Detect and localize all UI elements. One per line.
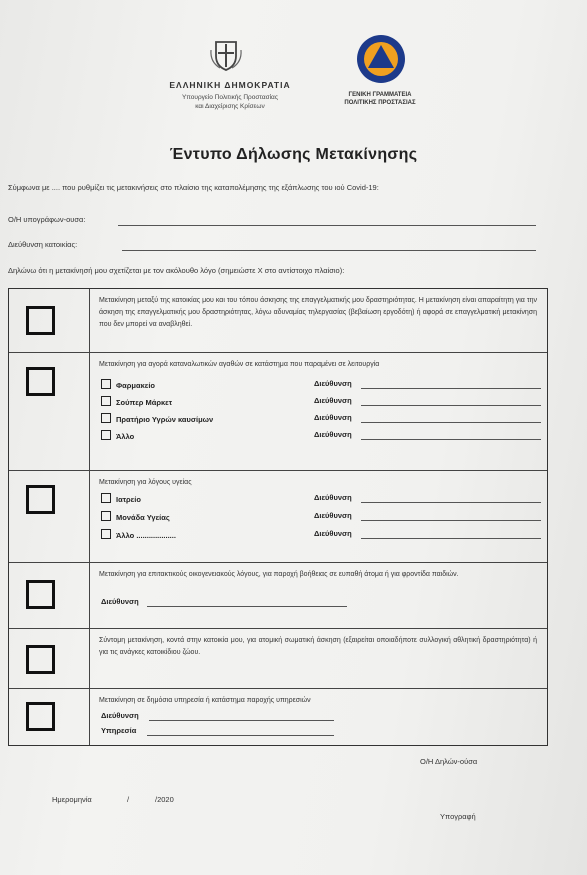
small-checkbox[interactable]	[101, 379, 111, 389]
ministry-header	[140, 80, 320, 111]
reason-row-public-service	[9, 689, 547, 745]
greek-emblem-icon	[208, 36, 244, 72]
civil-protection-logo-icon	[355, 33, 407, 85]
republic-title: ΕΛΛΗΝΙΚΗ ΔΗΜΟΚΡΑΤΙΑ	[169, 80, 291, 90]
address-label: Διεύθυνση	[314, 379, 352, 388]
small-checkbox[interactable]	[101, 413, 111, 423]
address-field[interactable]	[147, 606, 347, 607]
reason-row-work	[9, 289, 547, 353]
small-checkbox[interactable]	[101, 529, 111, 539]
reason-text: Σύντομη μετακίνηση, κοντά στην κατοικία μου, για ατομική σωματική άσκηση (εξαιρείται οποιαδήποτε συλλογική αθλητική δραστηριότητα) ή για τις ανάγκες κατοικίδιου ζώου.	[99, 637, 537, 656]
reason-row-family	[9, 563, 547, 629]
date-separator: /	[127, 795, 130, 804]
intro-text: Σύμφωνα με .... που ρυθμίζει τις μετακινήσεις στο πλαίσιο της καταπολέμησης της εξάπλωσης του ιού Covid-19:	[8, 183, 379, 192]
address-label: Διεύθυνση	[101, 711, 139, 720]
reasons-table	[8, 288, 548, 746]
signer-label: Ο/Η υπογράφων-ουσα:	[8, 215, 86, 224]
ministry-line-2: και Διαχείρισης Κρίσεων	[195, 103, 265, 111]
checkbox-health[interactable]	[26, 485, 55, 514]
service-label: Υπηρεσία	[101, 726, 137, 735]
signer-field[interactable]	[118, 225, 536, 226]
date-label: Ημερομηνία	[52, 795, 92, 804]
small-checkbox[interactable]	[101, 430, 111, 440]
address-field[interactable]	[361, 439, 541, 440]
reason-text: Μετακίνηση για λόγους υγείας	[99, 479, 192, 486]
checkbox-family[interactable]	[26, 580, 55, 609]
declaration-text: Δηλώνω ότι η μετακίνησή μου σχετίζεται με τον ακόλουθο λόγο (σημειώστε Χ στο αντίστοιχο πλαίσιο):	[8, 266, 345, 275]
address-label: Διεύθυνση	[314, 430, 352, 439]
address-field[interactable]	[122, 250, 536, 251]
address-field[interactable]	[361, 388, 541, 389]
address-label: Διεύθυνση	[101, 597, 139, 606]
ministry-line-1: Υπουργείο Πολιτικής Προστασίας	[182, 94, 278, 101]
sub-option-other[interactable]: Άλλο	[101, 430, 134, 441]
sub-option-pharmacy[interactable]: Φαρμακείο	[101, 379, 155, 390]
address-field[interactable]	[361, 520, 541, 521]
reason-row-shopping	[9, 353, 547, 471]
address-field[interactable]	[361, 538, 541, 539]
address-label: Διεύθυνση	[314, 396, 352, 405]
address-field[interactable]	[149, 720, 334, 721]
sub-option-doctor[interactable]: Ιατρείο	[101, 493, 141, 504]
sub-option-other[interactable]: Άλλο ...................	[101, 529, 176, 540]
address-label: Διεύθυνση	[314, 413, 352, 422]
declarant-label: Ο/Η Δηλών-ούσα	[420, 757, 478, 766]
small-checkbox[interactable]	[101, 493, 111, 503]
small-checkbox[interactable]	[101, 511, 111, 521]
reason-text: Μετακίνηση μεταξύ της κατοικίας μου και του τόπου άσκησης της επαγγελματικής μου δραστηριότητας. Η μετακίνηση είναι απαραίτητη για την άσκηση της επαγγελματικής μου δραστηριότητας, λόγω αδυναμίας τηλεργασίας (βεβαίωση εργοδότη) ή αφορά σε επαγγελματική μετακίνηση που δεν μπορεί να αναβληθεί.	[99, 297, 537, 328]
checkbox-public-service[interactable]	[26, 702, 55, 731]
reason-text: Μετακίνηση σε δημόσια υπηρεσία ή κατάστημα παροχής υπηρεσιών	[99, 697, 311, 704]
sub-option-supermarket[interactable]: Σούπερ Μάρκετ	[101, 396, 172, 407]
date-year: /2020	[155, 795, 174, 804]
reason-row-exercise	[9, 629, 547, 689]
small-checkbox[interactable]	[101, 396, 111, 406]
address-label: Διεύθυνση	[314, 511, 352, 520]
sub-option-fuel[interactable]: Πρατήριο Υγρών καυσίμων	[101, 413, 213, 424]
address-field[interactable]	[361, 502, 541, 503]
page-title: Έντυπο Δήλωσης Μετακίνησης	[169, 146, 418, 163]
address-label: Διεύθυνση	[314, 529, 352, 538]
signature-label: Υπογραφή	[440, 812, 476, 821]
service-field[interactable]	[147, 735, 334, 736]
checkbox-shopping[interactable]	[26, 367, 55, 396]
address-label: Διεύθυνση κατοικίας:	[8, 240, 78, 249]
sub-option-health-unit[interactable]: Μονάδα Υγείας	[101, 511, 170, 522]
reason-text: Μετακίνηση για επιτακτικούς οικογενειακούς λόγους, για παροχή βοήθειας σε ευπαθή άτομα ή για φροντίδα παιδιών.	[99, 571, 459, 578]
address-field[interactable]	[361, 422, 541, 423]
checkbox-exercise[interactable]	[26, 645, 55, 674]
reason-text: Μετακίνηση για αγορά καταναλωτικών αγαθών σε κατάστημα που παραμένει σε λειτουργία	[99, 361, 380, 368]
address-label: Διεύθυνση	[314, 493, 352, 502]
gscp-label: ΓΕΝΙΚΗ ΓΡΑΜΜΑΤΕΙΑ ΠΟΛΙΤΙΚΗΣ ΠΡΟΣΤΑΣΙΑΣ	[344, 92, 416, 106]
reason-row-health	[9, 471, 547, 563]
checkbox-work[interactable]	[26, 306, 55, 335]
address-field[interactable]	[361, 405, 541, 406]
